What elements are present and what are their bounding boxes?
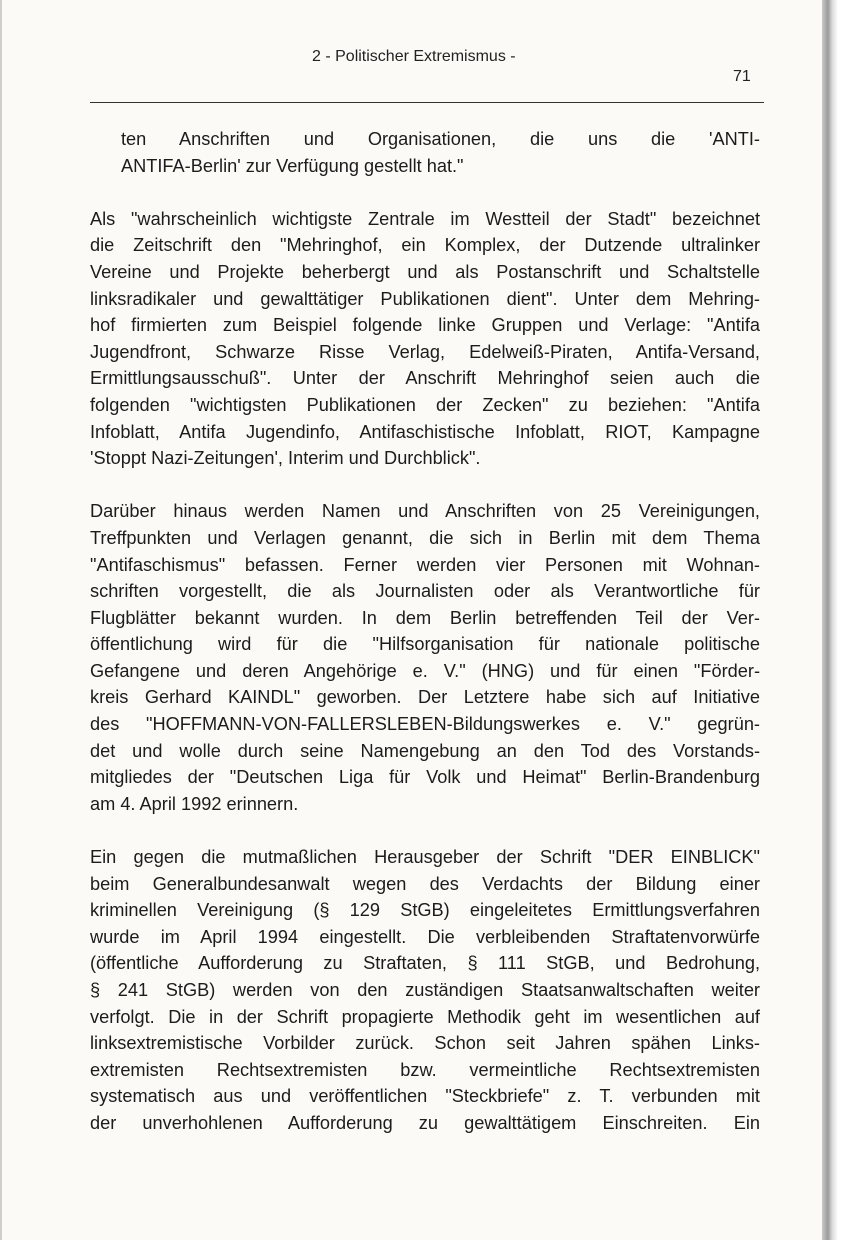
text-line: "Antifaschismus" befassen. Ferner werden vier Personen mit Wohnan- [90, 554, 760, 575]
text-line: § 241 StGB) werden von den zuständigen Staatsanwaltschaften weiter [90, 980, 760, 1000]
text-line: wurde im April 1994 eingestellt. Die verbleibenden Straftatenvorwürfe [90, 926, 760, 947]
text-line: Als "wahrscheinlich wichtigste Zentrale im Westteil der Stadt" bezeichnet [90, 208, 760, 229]
text-line: mitgliedes der "Deutschen Liga für Volk und Heimat" Berlin-Brandenburg [90, 767, 760, 788]
paragraph-spacer [90, 817, 760, 844]
page-number: 71 [733, 68, 751, 85]
paragraph-einblick [90, 844, 760, 1137]
text-line: Vereine und Projekte beherbergt und als Postanschrift und Schaltstelle [90, 261, 760, 282]
text-line: schriften vorgestellt, die als Journalisten oder als Verantwortliche für [90, 581, 760, 602]
text-line: (öffentliche Aufforderung zu Straftaten, § 111 StGB, und Bedrohung, [90, 953, 760, 974]
text-line: Jugendfront, Schwarze Risse Verlag, Edelweiß-Piraten, Antifa-Versand, [90, 341, 760, 362]
text-line: verfolgt. Die in der Schrift propagierte Methodik geht im wesentlichen auf [90, 1006, 760, 1027]
paragraph-mehringhof [90, 206, 760, 472]
text-line: der unverhohlenen Aufforderung zu gewalttätigem Einschreiten. Ein [90, 1112, 760, 1133]
text-line: kreis Gerhard KAINDL" geworben. Der Letztere habe sich auf Initiative [90, 687, 760, 708]
text-line: beim Generalbundesanwalt wegen des Verdachts der Bildung einer [90, 873, 760, 894]
text-line: folgenden "wichtigsten Publikationen der Zecken" zu beziehen: "Antifa [90, 394, 760, 415]
text-line: linksextremistische Vorbilder zurück. Schon seit Jahren spähen Links- [90, 1033, 760, 1054]
text-line: Darüber hinaus werden Namen und Anschriften von 25 Vereinigungen, [90, 501, 760, 522]
text-line: Infoblatt, Antifa Jugendinfo, Antifaschistische Infoblatt, RIOT, Kampagne [90, 421, 760, 442]
text-line: kriminellen Vereinigung (§ 129 StGB) eingeleitetes Ermittlungsverfahren [90, 900, 760, 921]
paragraph-quote-continuation [90, 126, 760, 179]
text-line: hof firmierten zum Beispiel folgende linke Gruppen und Verlage: "Antifa [90, 315, 760, 336]
body-text [90, 126, 760, 1137]
text-line: ten Anschriften und Organisationen, die uns die 'ANTI- [121, 129, 760, 149]
text-line: ANTIFA-Berlin' zur Verfügung gestellt hat." [121, 155, 464, 176]
text-line: am 4. April 1992 erinnern. [90, 793, 299, 814]
running-title: 2 - Politischer Extremismus - [312, 48, 516, 65]
paragraph-vereinigungen [90, 498, 760, 817]
text-line: linksradikaler und gewalttätiger Publikationen dient". Unter dem Mehring- [90, 288, 760, 309]
text-line: 'Stoppt Nazi-Zeitungen', Interim und Durchblick". [90, 448, 481, 469]
text-line: öffentlichung wird für die "Hilfsorganisation für nationale politische [90, 634, 760, 655]
text-line: Ein gegen die mutmaßlichen Herausgeber der Schrift "DER EINBLICK" [90, 847, 760, 868]
text-line: die Zeitschrift den "Mehringhof, ein Komplex, der Dutzende ultralinker [90, 235, 760, 256]
header-rule [90, 102, 764, 103]
text-line: des "HOFFMANN-VON-FALLERSLEBEN-Bildungswerkes e. V." gegrün- [90, 714, 760, 735]
text-line: Ermittlungsausschuß". Unter der Anschrift Mehringhof seien auch die [90, 368, 760, 389]
text-line: extremisten Rechtsextremisten bzw. vermeintliche Rechtsextremisten [90, 1059, 760, 1080]
page-edge-shadow [822, 0, 838, 1240]
text-line: systematisch aus und veröffentlichen "Steckbriefe" z. T. verbunden mit [90, 1086, 760, 1107]
paragraph-spacer [90, 472, 760, 499]
text-line: Treffpunkten und Verlagen genannt, die sich in Berlin mit dem Thema [90, 527, 760, 548]
text-line: det und wolle durch seine Namengebung an den Tod des Vorstands- [90, 740, 760, 761]
text-line: Gefangene und deren Angehörige e. V." (HNG) und für einen "Förder- [90, 660, 760, 681]
text-line: Flugblätter bekannt wurden. In dem Berlin betreffenden Teil der Ver- [90, 607, 760, 628]
